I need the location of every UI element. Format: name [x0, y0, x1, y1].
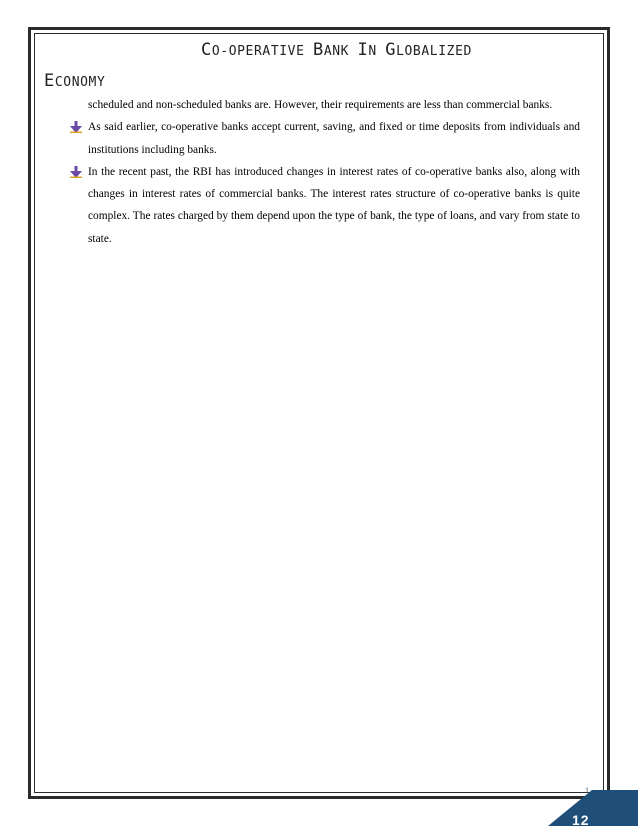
header-subtitle-rest: CONOMY [54, 75, 106, 90]
footer-mark: 1 [585, 786, 589, 795]
bullet-item [88, 116, 580, 161]
arrow-down-bullet-icon [70, 121, 82, 133]
body-content [88, 94, 580, 250]
bullet-item [88, 161, 580, 250]
header-title-cap-3: I [357, 40, 369, 60]
header-title-rest-3: N [368, 44, 386, 59]
bullet-text: In the recent past, the RBI has introduced changes in interest rates of co-operative banks also, along with changes in interest rates of commercial banks. The interest rates structure of co-operative banks is quite complex. The rates charged by them depend upon the type of bank, the type of loans, and vary from state to state. [88, 165, 580, 245]
continuation-paragraph: scheduled and non-scheduled banks are. However, their requirements are less than commercial banks. [88, 99, 553, 111]
header-title-cap-4: G [385, 40, 397, 60]
bullet-text: As said earlier, co-operative banks accept current, saving, and fixed or time deposits from individuals and institutions including banks. [88, 121, 580, 156]
header-title-rest-1: O-OPERATIVE [211, 44, 313, 59]
header-title-rest-2: ANK [323, 44, 358, 59]
header-title-rest-4: LOBALIZED [396, 44, 472, 59]
header-title-cap-1: C [201, 40, 212, 60]
header-title-cap-2: B [312, 40, 324, 60]
header-title [201, 40, 601, 60]
page-number-tab [548, 790, 638, 826]
header-subtitle [44, 71, 105, 91]
arrow-down-bullet-icon [70, 166, 82, 178]
header-subtitle-cap: E [44, 71, 55, 91]
page-number: 12 [572, 812, 590, 828]
